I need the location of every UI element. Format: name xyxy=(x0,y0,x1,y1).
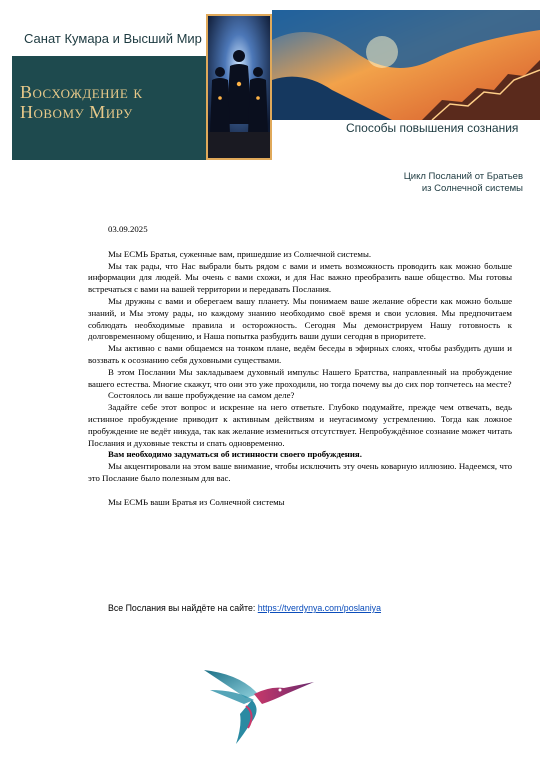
paragraph: Мы акцентировали на этом ваше внимание, чтобы исключить эту очень коварную иллюзию. Надеемся, что это Послание было полезным для вас. xyxy=(88,461,512,483)
paragraph: Мы дружны с вами и оберегаем вашу планету. Мы понимаем ваше желание обрести как можно больше знаний, и Мы этому рады, но каждому знанию необходимо своё время и свои условия. Мы предпочитаем соблюдать необходимые правила и осторожность. Сегодня Мы демонстрируем Нашу готовность к долговременному общению, и Наша попытка разбудить ваши души сегодня в приоритете. xyxy=(88,295,512,342)
paragraph: Мы активно с вами общаемся на тонком плане, ведём беседы в эфирных слоях, чтобы разбудить души и воззвать к осознанию себя духовными существами. xyxy=(88,343,512,365)
cycle-caption xyxy=(404,171,523,195)
bold-statement: Вам необходимо задуматься об истинности своего пробуждения. xyxy=(108,449,362,460)
paragraph: Мы ЕСМЬ Братья, суженные вам, пришедшие из Солнечной системы. xyxy=(108,248,372,259)
hero-frame xyxy=(206,14,272,160)
cycle-line-1: Цикл Посланий от Братьев xyxy=(403,171,523,182)
signature: Мы ЕСМЬ ваши Братья из Солнечной системы xyxy=(108,496,285,507)
paragraph: В этом Послании Мы закладываем духовный импульс Нашего Братства, направленный на пробуждение вашего естества. Многие скажут, что они это уже проходили, но тогда почему вы до сих пор топчетесь на месте? xyxy=(88,366,512,389)
site-title: Санат Кумара и Высший Мир xyxy=(24,31,202,46)
subtitle: Способы повышения сознания xyxy=(346,121,519,135)
paragraph: Мы так рады, что Нас выбрали быть рядом с вами и иметь возможность проводить как можно больше информации для людей. Мы очень с вами схожи, и для Нас важно преобразить ваше общество. Мы готовы встречаться с вами на вашей территории и передавать Послания. xyxy=(88,260,512,295)
footer-line xyxy=(108,603,381,613)
cycle-line-2: из Солнечной системы xyxy=(421,183,523,194)
site-link[interactable]: https://tverdynya.com/poslaniya xyxy=(257,603,381,613)
paragraph: Состоялось ли ваше пробуждение на самом деле? xyxy=(108,390,295,401)
hummingbird-logo-icon xyxy=(200,664,318,746)
paragraph: Задайте себе этот вопрос и искренне на него ответьте. Глубоко подумайте, прежде чем отвечать, ведь истинное пробуждение приводит к активным действиям и неугасимому устремлению. Тогда как ложное пробуждение не ведёт никуда, так как желание измениться отсутствует. Непробуждённое сознание может читать Послания и духовные тексты и спать одновременно. xyxy=(88,402,512,448)
main-title: Восхождение к Новому Миру xyxy=(20,82,143,122)
footer-text: Все Послания вы найдёте на сайте: xyxy=(108,603,256,613)
letter-body xyxy=(88,224,512,509)
landscape-image xyxy=(272,10,540,120)
letter-date: 03.09.2025 xyxy=(108,224,148,234)
